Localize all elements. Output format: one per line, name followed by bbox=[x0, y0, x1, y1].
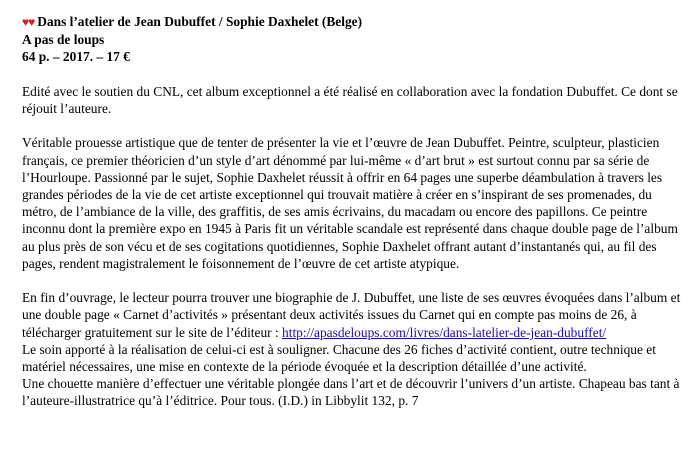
review-document bbox=[22, 13, 682, 410]
paragraph-contents bbox=[22, 289, 682, 341]
title-line bbox=[22, 13, 682, 31]
spacer bbox=[22, 117, 682, 134]
heart-rating-icon: ♥♥ bbox=[22, 15, 35, 29]
book-title: Dans l’atelier de Jean Dubuffet / Sophie Daxhelet (Belge) bbox=[37, 14, 363, 29]
paragraph-conclusion: Une chouette manière d’effectuer une véritable plongée dans l’art et de découvrir l’univers d’un artiste. Chapeau bas tant à l’auteure-illustratrice qu’à l’éditrice. Pour tous. (I.D.) in Libbylit 132, p. 7 bbox=[22, 376, 680, 409]
spacer bbox=[22, 66, 682, 83]
spacer bbox=[22, 272, 682, 289]
paragraph-activities: Le soin apporté à la réalisation de celui-ci est à souligner. Chacune des 26 fiches d’activité contient, outre technique et matériel nécessaires, une mise en contexte de la période évoquée et la description détaillée d’une activité. bbox=[22, 341, 656, 375]
paragraph-description: Véritable prouesse artistique que de tenter de présenter la vie et l’œuvre de Jean Dubuffet. Peintre, sculpteur, plasticien français, ce premier théoricien d’un style d’art dénommé par lui-même « d’art brut » est surtout connu par sa série de l’Hourloupe. Passionné par le sujet, Sophie Daxhelet réussit à offrir en 64 pages une superbe déambulation à travers les grandes périodes de la vie de cet artiste exceptionnel qui trouvait matière à créer en s’inspirant de ses promenades, du métro, de l’ambiance de la ville, des graffitis, de ses amis écrivains, du macadam ou encore des papillons. Ce peintre inconnu dont la première expo en 1945 à Paris fit un véritable scandale est représenté dans chaque double page de l’album au plus près de son vécu et de ses cogitations quotidiennes, Sophie Daxhelet offrant autant d’instantanés qui, au fil des pages, rendent magistralement le foisonnement de l’œuvre de cet artiste atypique. bbox=[22, 135, 678, 271]
paragraph-contents-text: En fin d’ouvrage, le lecteur pourra trouver une biographie de J. Dubuffet, une liste de ses œuvres évoquées dans l’album et une double page « Carnet d’activités » présentant deux activités issues du Carnet qui en compte pas moins de 26, à télécharger gratuitement sur le site de l’éditeur : bbox=[22, 290, 681, 340]
publisher: A pas de loups bbox=[22, 32, 105, 48]
publisher-link[interactable]: http://apasdeloups.com/livres/dans-latelier-de-jean-dubuffet/ bbox=[282, 324, 607, 340]
book-details: 64 p. – 2017. – 17 € bbox=[22, 49, 130, 65]
paragraph-intro: Edité avec le soutien du CNL, cet album exceptionnel a été réalisé en collaboration avec la fondation Dubuffet. Ce dont se réjouit l’auteure. bbox=[22, 83, 678, 116]
book-header bbox=[22, 13, 682, 66]
